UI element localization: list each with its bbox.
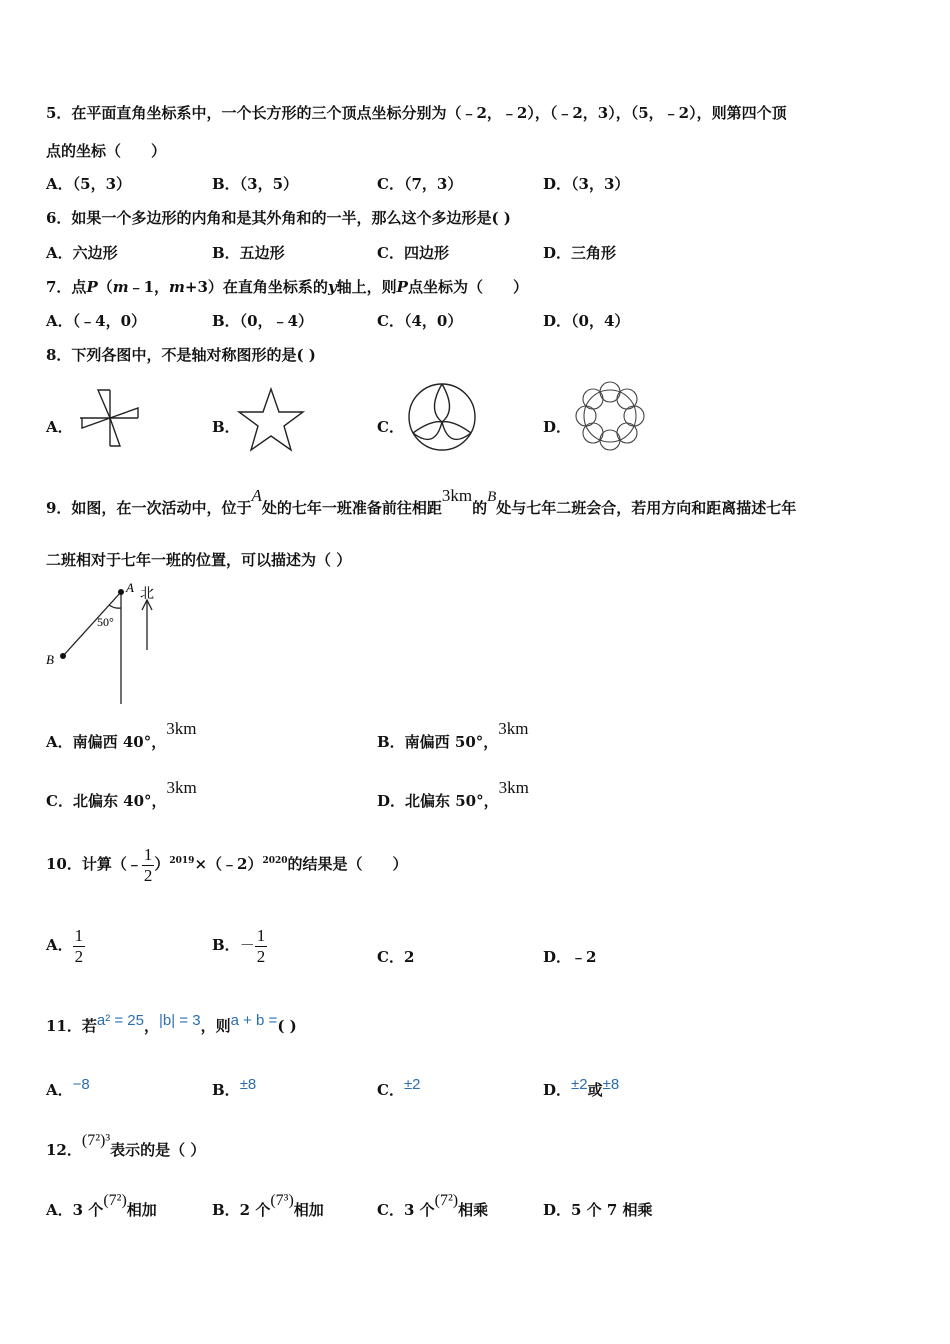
q9-option-label: D．北偏东 50°， [377,792,499,810]
fraction-numerator: 1 [74,925,84,945]
q7-var-p: P [86,278,98,296]
q10-option-a[interactable] [46,922,85,968]
q5-option-a[interactable]: A．（5，3） [46,175,132,193]
q11-option-d[interactable] [543,1072,619,1108]
q12-option-label: C．3 个 [377,1201,435,1219]
q7-part: 点坐标为（ ） [407,278,528,296]
q9-line1 [46,488,796,528]
angle-label: 50° [97,615,114,629]
q9-line2: 二班相对于七年一班的位置，可以描述为（ ） [46,551,352,569]
q9-point-a: A [251,486,262,505]
q12-option-a[interactable] [46,1190,157,1230]
q9-option-distance: 3km [166,719,197,738]
q12-option-d[interactable] [543,1190,653,1230]
q12-text [46,1130,205,1170]
q8-option-a-label[interactable]: A． [46,418,73,436]
q10-option-label: A． [46,936,73,954]
q7-part: ﹣1， [128,278,170,296]
q9-option-distance: 3km [498,778,529,797]
q11-option-or: 或 [587,1081,603,1099]
q9-option-distance: 3km [498,719,529,738]
q7-var-y: y [327,278,337,296]
minus-sign: － [239,936,255,954]
q12-expression: (7²)³ [81,1132,111,1149]
q11-option-label: A． [46,1081,73,1099]
q12-option-expression: (7²) [103,1192,127,1209]
q11-option-value: ±2 [403,1076,421,1093]
q10-option-b[interactable] [212,922,267,968]
q7-part: （ [97,278,113,296]
q12-option-suffix: 相加 [126,1201,157,1219]
q9-option-label: C．北偏东 40°， [46,792,167,810]
fraction-numerator: 1 [256,925,266,945]
q9-point-b: B [487,489,497,505]
q11-option-value: −8 [72,1076,90,1093]
q7-text [46,276,528,297]
q9-option-c[interactable] [46,779,197,823]
fraction-denominator: 2 [143,865,153,885]
fraction-denominator: 2 [74,946,84,966]
q9-distance: 3km [441,486,473,505]
q8-option-b-label[interactable]: B． [212,418,240,436]
q12-option-b[interactable] [212,1190,324,1230]
q7-part: 轴上，则 [336,278,397,296]
q12-option-suffix: 相加 [293,1201,324,1219]
q12-option-c[interactable] [377,1190,488,1230]
q11-text [46,1008,297,1044]
q10-part: 10．计算（﹣ [46,855,142,873]
pinwheel-figure [74,382,146,454]
q11-part: ( ) [277,1017,297,1035]
q7-option-a[interactable]: A．（﹣4，0） [46,312,147,330]
q9-option-b[interactable] [377,720,529,764]
q7-option-c[interactable]: C．（4，0） [377,312,463,330]
q5-option-b[interactable]: B．（3，5） [212,175,299,193]
q7-var-m: m [169,278,185,296]
q6-option-b[interactable]: B．五边形 [212,244,285,262]
q7-var-m: m [112,278,129,296]
figure-label-b: B [46,652,54,667]
q11-option-label: B． [212,1081,240,1099]
q11-expression: a² = 25 [96,1012,144,1029]
q9-part: 9．如图，在一次活动中，位于 [46,499,252,517]
q10-option-label: B． [212,936,240,954]
q11-part: ， [144,1017,160,1035]
q6-option-a[interactable]: A．六边形 [46,244,118,262]
q11-expression: a + b = [230,1012,278,1029]
q9-part: 处与七年二班会合，若用方向和距离描述七年 [496,499,797,517]
north-label: 北 [140,587,154,602]
q12-option-suffix: 相乘 [458,1201,489,1219]
q8-text: 8．下列各图中，不是轴对称图形的是( ) [46,346,316,364]
q12-option-label: A．3 个 [46,1201,104,1219]
q7-part: +3）在直角坐标系的 [184,278,328,296]
q5-option-c[interactable]: C．（7，3） [377,175,463,193]
q10-exponent: 2020 [262,856,288,866]
q6-option-c[interactable]: C．四边形 [377,244,449,262]
q12-part: 表示的是（ ） [110,1141,206,1159]
q6-option-d[interactable]: D．三角形 [543,244,617,262]
q5-line2: 点的坐标（ ） [46,142,167,160]
q7-option-d[interactable]: D．（0，4） [543,312,630,330]
q10-part: ×（﹣2） [194,855,263,873]
q11-option-b[interactable] [212,1072,256,1108]
q11-expression: |b| = 3 [159,1012,201,1029]
q9-option-d[interactable] [377,779,529,823]
q11-part: 11．若 [46,1017,97,1035]
q11-part: ，则 [200,1017,231,1035]
q10-part: ） [154,855,170,873]
q7-option-b[interactable]: B．（0，﹣4） [212,312,314,330]
q7-var-p: P [396,278,408,296]
q6-text: 6．如果一个多边形的内角和是其外角和的一半，那么这个多边形是( ) [46,209,511,227]
q11-option-c[interactable] [377,1072,421,1108]
q9-part: 的 [472,499,488,517]
fraction-denominator: 2 [256,946,266,966]
q9-option-distance: 3km [166,778,197,797]
q5-line1: 5．在平面直角坐标系中，一个长方形的三个顶点坐标分别为（﹣2，﹣2），（﹣2，3），（5，﹣2），则第四个顶 [46,104,787,122]
q9-option-label: A．南偏西 40°， [46,733,167,751]
circle-arcs-figure [405,380,479,454]
q9-option-a[interactable] [46,720,196,764]
q10-text [46,838,408,884]
q11-option-a[interactable] [46,1072,90,1108]
q5-option-d[interactable]: D．（3，3） [543,175,630,193]
figure-label-a: A [126,580,134,595]
q8-option-c-label[interactable]: C． [377,418,404,436]
q12-option-expression: (7²) [434,1192,459,1209]
q10-exponent: 2019 [169,856,195,866]
q9-part: 处的七年一班准备前往相距 [261,499,442,517]
direction-figure [40,578,170,708]
q10-option-c[interactable]: C．2 [377,948,415,966]
q11-option-label: D． [543,1081,572,1099]
q11-option-value: ±8 [239,1076,257,1093]
q11-option-label: C． [377,1081,404,1099]
q12-option-label: B．2 个 [212,1201,271,1219]
q10-option-d[interactable]: D．﹣2 [543,948,597,966]
q11-option-value: ±2 [571,1076,588,1093]
flower-ring-figure [572,378,648,454]
q10-option-fraction [73,926,86,967]
star-figure [236,386,306,454]
q10-option-fraction [255,926,268,967]
fraction-numerator: 1 [143,844,153,864]
q12-option-expression: (7³) [270,1192,294,1209]
q12-part: 12． [46,1141,82,1159]
q10-part: 的结果是（ ） [287,855,408,873]
q10-fraction [142,845,155,886]
q9-option-label: B．南偏西 50°， [377,733,499,751]
q11-option-value: ±8 [602,1076,620,1093]
q7-part: 7．点 [46,278,87,296]
q8-option-d-label[interactable]: D． [543,418,572,436]
q12-option-label: D．5 个 7 相乘 [543,1201,653,1219]
